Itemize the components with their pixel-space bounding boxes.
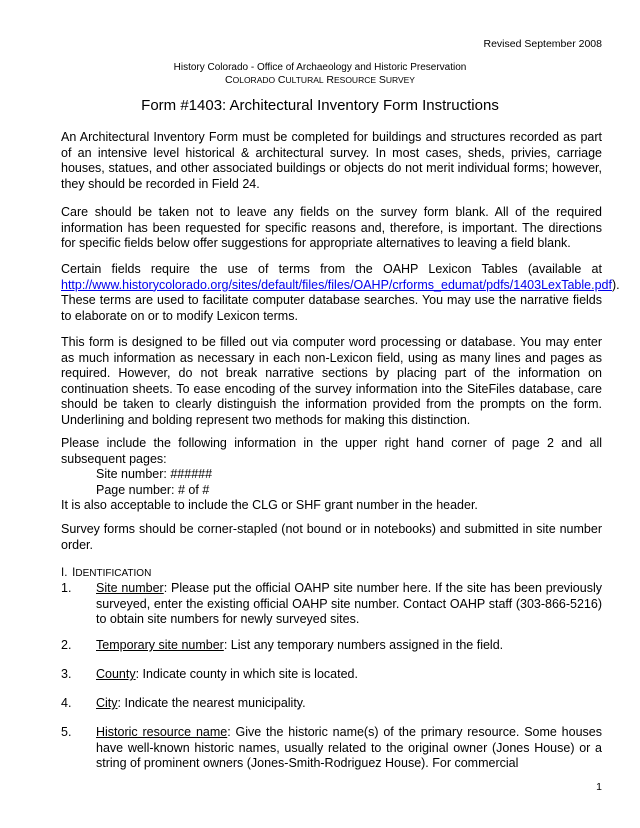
grant-number-text: It is also acceptable to include the CLG or SHF grant number in the header. <box>61 498 478 512</box>
document-header <box>0 61 640 87</box>
paragraph-stapled: Survey forms should be corner-stapled (not bound or in notebooks) and submitted in site number order. <box>61 522 602 552</box>
header-info-text: Please include the following information in the upper right hand corner of page 2 and all subsequent pages: <box>61 436 602 466</box>
page-number-line: Page number: # of # <box>96 482 210 497</box>
revised-date: Revised September 2008 <box>483 38 602 50</box>
paragraph-lexicon: Certain fields require the use of terms from the OAHP Lexicon Tables (available at http://www.historycolorado.org/sites/default/files/files/OAHP/crforms_edumat/pdfs/1403LexTable.pdf). These terms are used to facilitate computer database searches. You may use the narrative fields to elaborate on or to modify Lexicon terms. <box>61 262 620 323</box>
item-label: Historic resource name <box>96 725 228 739</box>
org-line: History Colorado - Office of Archaeology and Historic Preservation <box>173 62 467 73</box>
lexicon-link[interactable]: http://www.historycolorado.org/sites/default/files/files/OAHP/crforms_edumat/pdfs/1403LexTable.pdf <box>61 277 612 292</box>
item-label: County <box>96 667 136 681</box>
page-title: Form #1403: Architectural Inventory Form Instructions <box>141 97 499 114</box>
item-temporary-site-number: 2. Temporary site number: List any temporary numbers assigned in the field. <box>61 638 504 652</box>
paragraph-blank-fields: Care should be taken not to leave any fields on the survey form blank. All of the required information has been requested for specific reasons and, therefore, is important. The directions for specific fields below offer suggestions for appropriate alternatives to leaving a field blank. <box>61 205 602 250</box>
item-county: 3. County: Indicate county in which site is located. <box>61 667 358 681</box>
site-number-line: Site number: ###### <box>96 467 213 481</box>
item-label: City <box>96 696 118 710</box>
paragraph-intro: An Architectural Inventory Form must be completed for buildings and structures recorded as part of an intensive level historical & architectural survey. In most cases, sheds, privies, carriage houses, statues, and other associated buildings or objects do not merit individual forms; however, they should be recorded in Field 24. <box>61 130 602 191</box>
section-heading: I. IDENTIFICATION <box>61 567 152 579</box>
paragraph-computer: This form is designed to be filled out via computer word processing or database. You may enter as much information as necessary in each non-Lexicon field, using as many lines and pages as required. However, do not break narrative sections by placing part of the information on continuation sheets. To ease encoding of the survey information into the SiteFiles database, care should be taken to clearly distinguish the information provided from the prompts on the form. Underlining and bolding represent two methods for making this distinction. <box>61 335 602 427</box>
survey-line: COLORADO CULTURAL RESOURCE SURVEY <box>225 74 415 86</box>
page-number: 1 <box>596 781 602 793</box>
item-historic-resource-name: 5. Historic resource name: Give the historic name(s) of the primary resource. Some houses have well-known historic names, usually related to the original owner (Jones House) or a string of prominent owners (Jones-Smith-Rodriguez House). For commercial <box>61 725 602 770</box>
item-city: 4. City: Indicate the nearest municipality. <box>61 696 306 710</box>
item-label: Temporary site number <box>96 638 224 652</box>
item-label: Site number <box>96 581 164 595</box>
item-site-number: 1. Site number: Please put the official OAHP site number here. If the site has been previously surveyed, enter the existing official OAHP site number. Contact OAHP staff (303-866-5216) to obtain site numbers for newly surveyed sites. <box>61 581 602 626</box>
paragraph-header-info <box>61 436 602 514</box>
